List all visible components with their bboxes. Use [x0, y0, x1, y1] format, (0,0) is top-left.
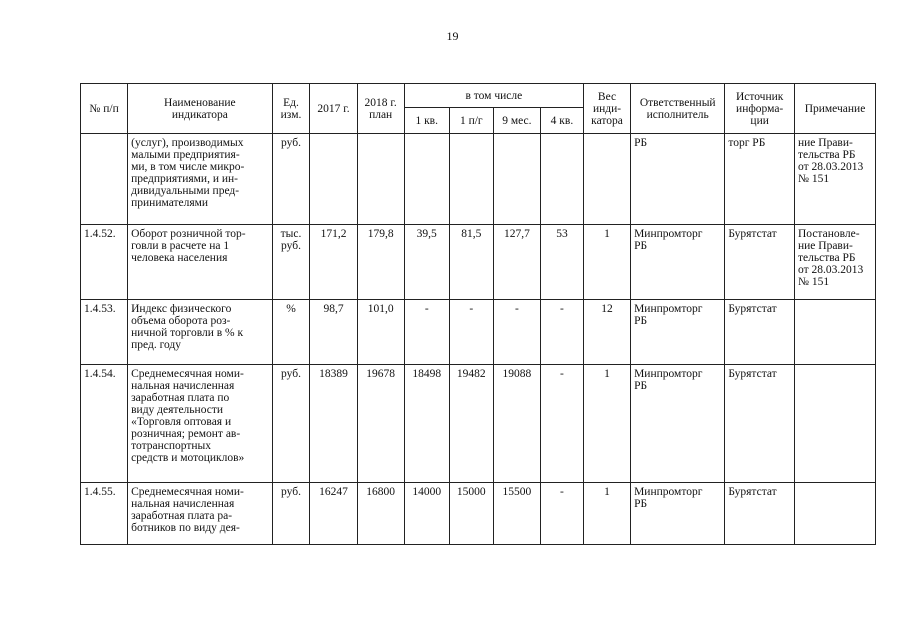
cell-weight — [583, 134, 630, 225]
cell-h1: - — [449, 300, 493, 365]
cell-q4: 53 — [540, 225, 583, 300]
header-note: Примечание — [794, 84, 875, 134]
cell-9-months: 19088 — [493, 365, 540, 483]
cell-note — [794, 300, 875, 365]
cell-h1: 19482 — [449, 365, 493, 483]
cell-2017: 16247 — [310, 483, 357, 545]
header-q4: 4 кв. — [540, 108, 583, 134]
cell-unit: тыс. руб. — [272, 225, 310, 300]
cell-name: Среднемесячная номи- нальная начисленная заработная плата по виду деятельности «Торговля оптовая и розничная; ремонт ав- тотранспортных средств и мотоциклов» — [128, 365, 272, 483]
cell-q4 — [540, 134, 583, 225]
cell-num: 1.4.53. — [81, 300, 128, 365]
cell-9-months: 15500 — [493, 483, 540, 545]
cell-unit: руб. — [272, 483, 310, 545]
header-including: в том числе — [404, 84, 583, 108]
cell-source: Бурятстат — [725, 365, 795, 483]
header-2017: 2017 г. — [310, 84, 357, 134]
cell-responsible: Минпромторг РБ — [631, 483, 725, 545]
cell-2017: 18389 — [310, 365, 357, 483]
header-name: Наименование индикатора — [128, 84, 272, 134]
cell-q4: - — [540, 365, 583, 483]
cell-note: ние Прави- тельства РБ от 28.03.2013 № 151 — [794, 134, 875, 225]
cell-source: Бурятстат — [725, 300, 795, 365]
header-num: № п/п — [81, 84, 128, 134]
cell-name: Среднемесячная номи- нальная начисленная заработная плата ра- ботников по виду дея- — [128, 483, 272, 545]
cell-responsible: Минпромторг РБ — [631, 225, 725, 300]
cell-q4: - — [540, 483, 583, 545]
header-source: Источник информа- ции — [725, 84, 795, 134]
cell-source: торг РБ — [725, 134, 795, 225]
cell-unit: руб. — [272, 134, 310, 225]
cell-responsible: РБ — [631, 134, 725, 225]
cell-weight: 1 — [583, 365, 630, 483]
header-9-months: 9 мес. — [493, 108, 540, 134]
cell-num: 1.4.54. — [81, 365, 128, 483]
header-h1: 1 п/г — [449, 108, 493, 134]
cell-9-months: 127,7 — [493, 225, 540, 300]
table-row — [81, 300, 876, 365]
cell-q1: 18498 — [404, 365, 449, 483]
cell-name: Индекс физического объема оборота роз- ничной торговли в % к пред. году — [128, 300, 272, 365]
cell-q1: - — [404, 300, 449, 365]
cell-note — [794, 483, 875, 545]
cell-q1: 39,5 — [404, 225, 449, 300]
cell-2018: 101,0 — [357, 300, 404, 365]
cell-note — [794, 365, 875, 483]
cell-unit: руб. — [272, 365, 310, 483]
cell-name: (услуг), производимых малыми предприятия- ми, в том числе микро- предприятиями, и ин- дивидуальными пред- принимателями — [128, 134, 272, 225]
table-row — [81, 134, 876, 225]
cell-weight: 12 — [583, 300, 630, 365]
header-2018-plan: 2018 г. план — [357, 84, 404, 134]
header-q1: 1 кв. — [404, 108, 449, 134]
cell-2018 — [357, 134, 404, 225]
cell-source: Бурятстат — [725, 225, 795, 300]
cell-q4: - — [540, 300, 583, 365]
cell-9-months: - — [493, 300, 540, 365]
table-header — [81, 84, 876, 134]
cell-weight: 1 — [583, 225, 630, 300]
table-row — [81, 225, 876, 300]
cell-responsible: Минпромторг РБ — [631, 365, 725, 483]
cell-num: 1.4.52. — [81, 225, 128, 300]
cell-source: Бурятстат — [725, 483, 795, 545]
cell-num — [81, 134, 128, 225]
cell-h1 — [449, 134, 493, 225]
cell-2017: 98,7 — [310, 300, 357, 365]
cell-q1 — [404, 134, 449, 225]
header-unit: Ед. изм. — [272, 84, 310, 134]
cell-2017: 171,2 — [310, 225, 357, 300]
cell-name: Оборот розничной тор- говли в расчете на 1 человека населения — [128, 225, 272, 300]
cell-2018: 16800 — [357, 483, 404, 545]
cell-2018: 19678 — [357, 365, 404, 483]
cell-unit: % — [272, 300, 310, 365]
cell-2017 — [310, 134, 357, 225]
cell-2018: 179,8 — [357, 225, 404, 300]
cell-9-months — [493, 134, 540, 225]
header-responsible: Ответственный исполнитель — [631, 84, 725, 134]
cell-h1: 15000 — [449, 483, 493, 545]
header-weight: Вес инди- катора — [583, 84, 630, 134]
cell-weight: 1 — [583, 483, 630, 545]
cell-q1: 14000 — [404, 483, 449, 545]
table-row — [81, 365, 876, 483]
cell-h1: 81,5 — [449, 225, 493, 300]
cell-note: Постановле- ние Прави- тельства РБ от 28.03.2013 № 151 — [794, 225, 875, 300]
page-number: 19 — [446, 29, 459, 43]
cell-responsible: Минпромторг РБ — [631, 300, 725, 365]
table-row — [81, 483, 876, 545]
cell-num: 1.4.55. — [81, 483, 128, 545]
indicators-table — [80, 83, 876, 545]
